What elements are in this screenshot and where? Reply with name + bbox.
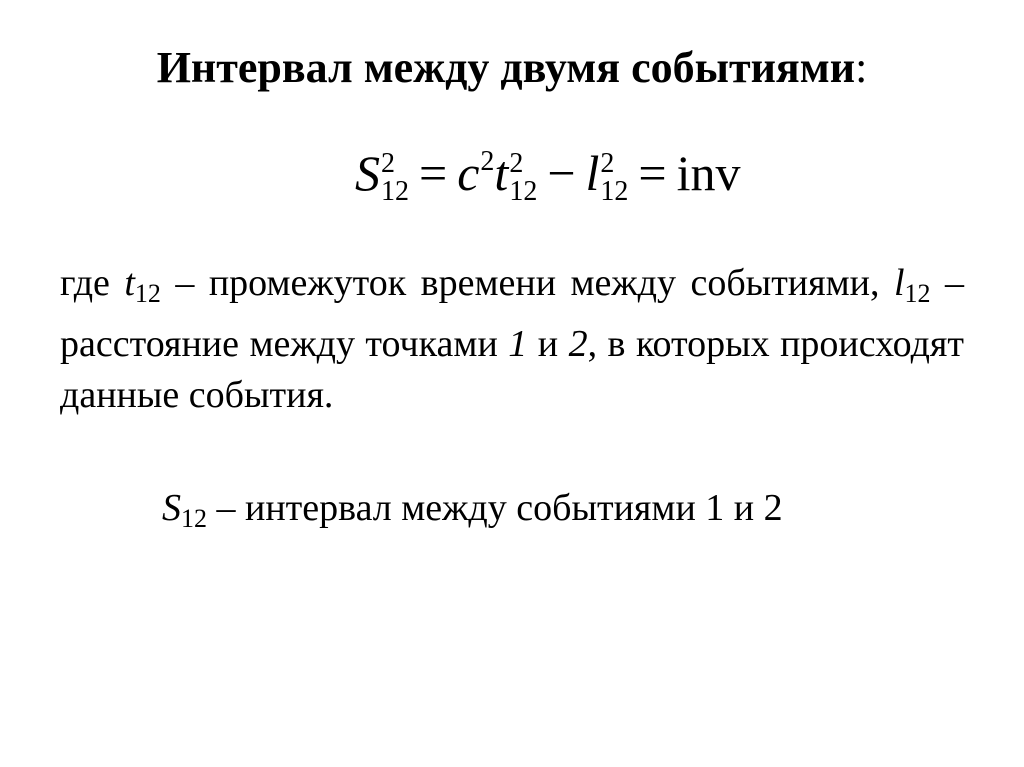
note-s-sub: 12: [181, 504, 207, 533]
formula-s: S: [355, 145, 380, 201]
definition-t: t: [124, 262, 135, 304]
formula-t-scripts: [509, 150, 537, 206]
formula-s-scripts: [381, 150, 409, 206]
formula-s-sub: 12: [381, 176, 409, 207]
formula-inv: inv: [676, 145, 741, 201]
formula-t-sup: 2: [509, 148, 524, 179]
definition-part5: , в которых происходят данные события.: [60, 323, 964, 416]
definition-part3: – расстояние между точками: [60, 262, 964, 365]
formula-equals-1: =: [419, 145, 448, 201]
note-s: S: [162, 487, 181, 529]
slide-title-colon: :: [855, 43, 868, 92]
formula-c: c: [457, 145, 480, 201]
formula-l-sub: 12: [600, 176, 629, 207]
definition-t-sub: 12: [134, 279, 161, 308]
slide-title: [0, 42, 1024, 95]
formula-t-sub: 12: [509, 176, 538, 207]
definition-l: l: [893, 262, 905, 304]
interval-formula: [355, 145, 741, 207]
formula-l-sup: 2: [600, 148, 615, 179]
definition-part4: и: [527, 323, 569, 365]
definition-point1: 1: [508, 323, 528, 365]
definition-part2: – промежуток времени между событиями,: [160, 262, 894, 304]
note-text: – интервал между событиями 1 и 2: [207, 487, 783, 529]
definition-part1: где: [60, 262, 125, 304]
formula-l: l: [585, 145, 600, 201]
formula-t: t: [494, 145, 509, 201]
formula-c-sup: 2: [480, 146, 495, 177]
definition-paragraph: [60, 258, 964, 421]
interval-note: [162, 486, 783, 534]
formula-minus: −: [547, 145, 576, 201]
formula-equals-2: =: [638, 145, 667, 201]
definition-point2: 2: [568, 323, 588, 365]
definition-l-sub: 12: [904, 279, 931, 308]
formula-s-sup: 2: [381, 148, 395, 179]
slide-title-text: Интервал между двумя событиями: [156, 43, 856, 92]
formula-l-scripts: [600, 150, 628, 206]
